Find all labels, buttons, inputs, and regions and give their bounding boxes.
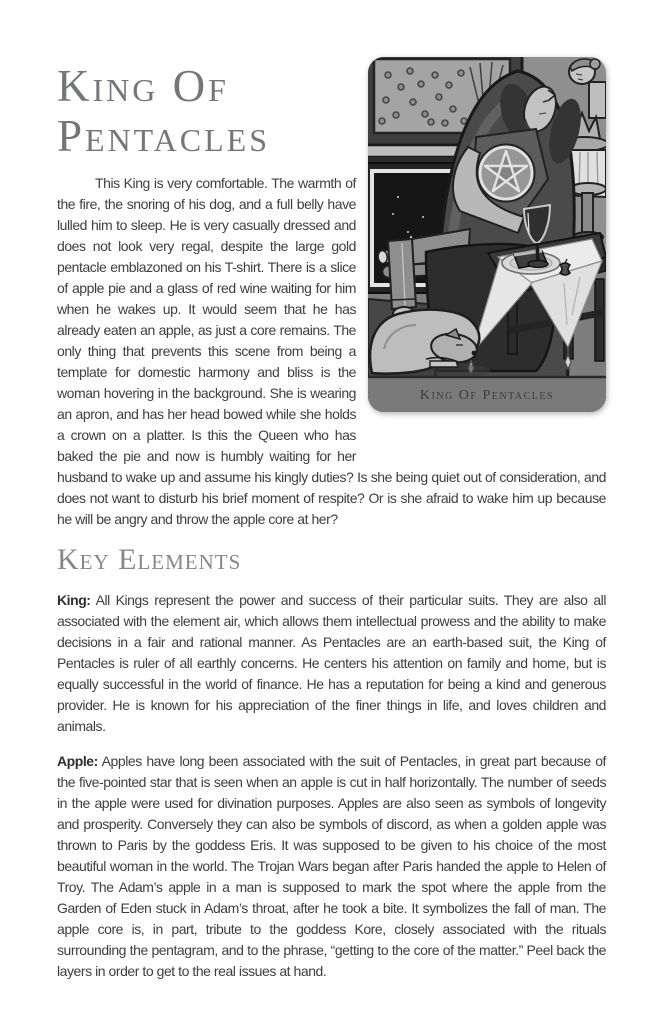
- key-entry-king-term: King:: [57, 592, 91, 608]
- key-entry-apple-term: Apple:: [57, 753, 98, 769]
- tarot-card-illustration: [368, 57, 606, 412]
- page-title-line1: King Of: [57, 61, 229, 111]
- card-caption: King Of Pentacles: [419, 388, 555, 403]
- key-entry-apple-text: Apples have long been associated with the suit of Pentacles, in great part because of the five-pointed star that is seen when an apple is cut in half horizontally. The number of seeds in the apple were used for divination purposes. Apples are also seen as symbols of longevity and prosperity. Conversely they can also be symbols of discord, as when a golden apple was thrown to Paris by the goddess Eris. It was supposed to be given to his choice of the most beautiful woman in the world. The Trojan Wars began after Paris handed the apple to Helen of Troy. The Adam’s apple in a man is supposed to mark the spot where the apple from the Garden of Eden stuck in Adam’s throat, after he took a bite. It symbolizes the fall of man. The apple core is, in part, tribute to the goddess Kore, closely associated with the rituals surrounding the pentagram, and to the phrase, “getting to the core of the matter.” Peel back the layers in order to get to the real issues at hand.: [57, 753, 606, 979]
- tarot-card-figure: [368, 57, 606, 412]
- intro-paragraph: This King is very comfortable. The warmth of the fire, the snoring of his dog, and a full belly have lulled him to sleep. He is very casually dressed and does not look very regal, despite the large gold pentacle emblazoned on his T-shirt. There is a slice of apple pie and a glass of red wine waiting for him when he wakes up. It would seem that he has already eaten an apple, as just a core remains. The only thing that prevents this scene from being a template for domestic harmony and bliss is the woman hovering in the background. She is wearing an apron, and has her head bowed while she holds a crown on a platter. Is this the Queen who has baked the pie and now is humbly waiting for her husband to wake up and assume his kingly duties? Is she being quiet out of consideration, and does not want to disturb his brief moment of respite? Or is she afraid to wake him up because he will be angry and throw the apple core at her?: [57, 175, 606, 527]
- sleeping-dog: [368, 310, 490, 380]
- key-entry-king-text: All Kings represent the power and success of their particular suits. They are also all associated with the element air, which allows them intellectual prowess and the ability to make decisions in a fair and rational manner. As Pentacles are an earth-based suit, the King of Pentacles is ruler of all earthly concerns. He centers his attention on family and home, but is equally successful in the world of finance. He has a reputation for being a kind and generous provider. He is known for his appreciation of the finer things in life, and loves children and animals.: [57, 592, 606, 734]
- key-entry-king: [57, 590, 606, 737]
- pentacle-emblem: [478, 145, 534, 201]
- key-elements-heading: Key Elements: [57, 543, 242, 576]
- page-title-line2: Pentacles: [57, 111, 271, 161]
- key-entry-apple: [57, 751, 606, 982]
